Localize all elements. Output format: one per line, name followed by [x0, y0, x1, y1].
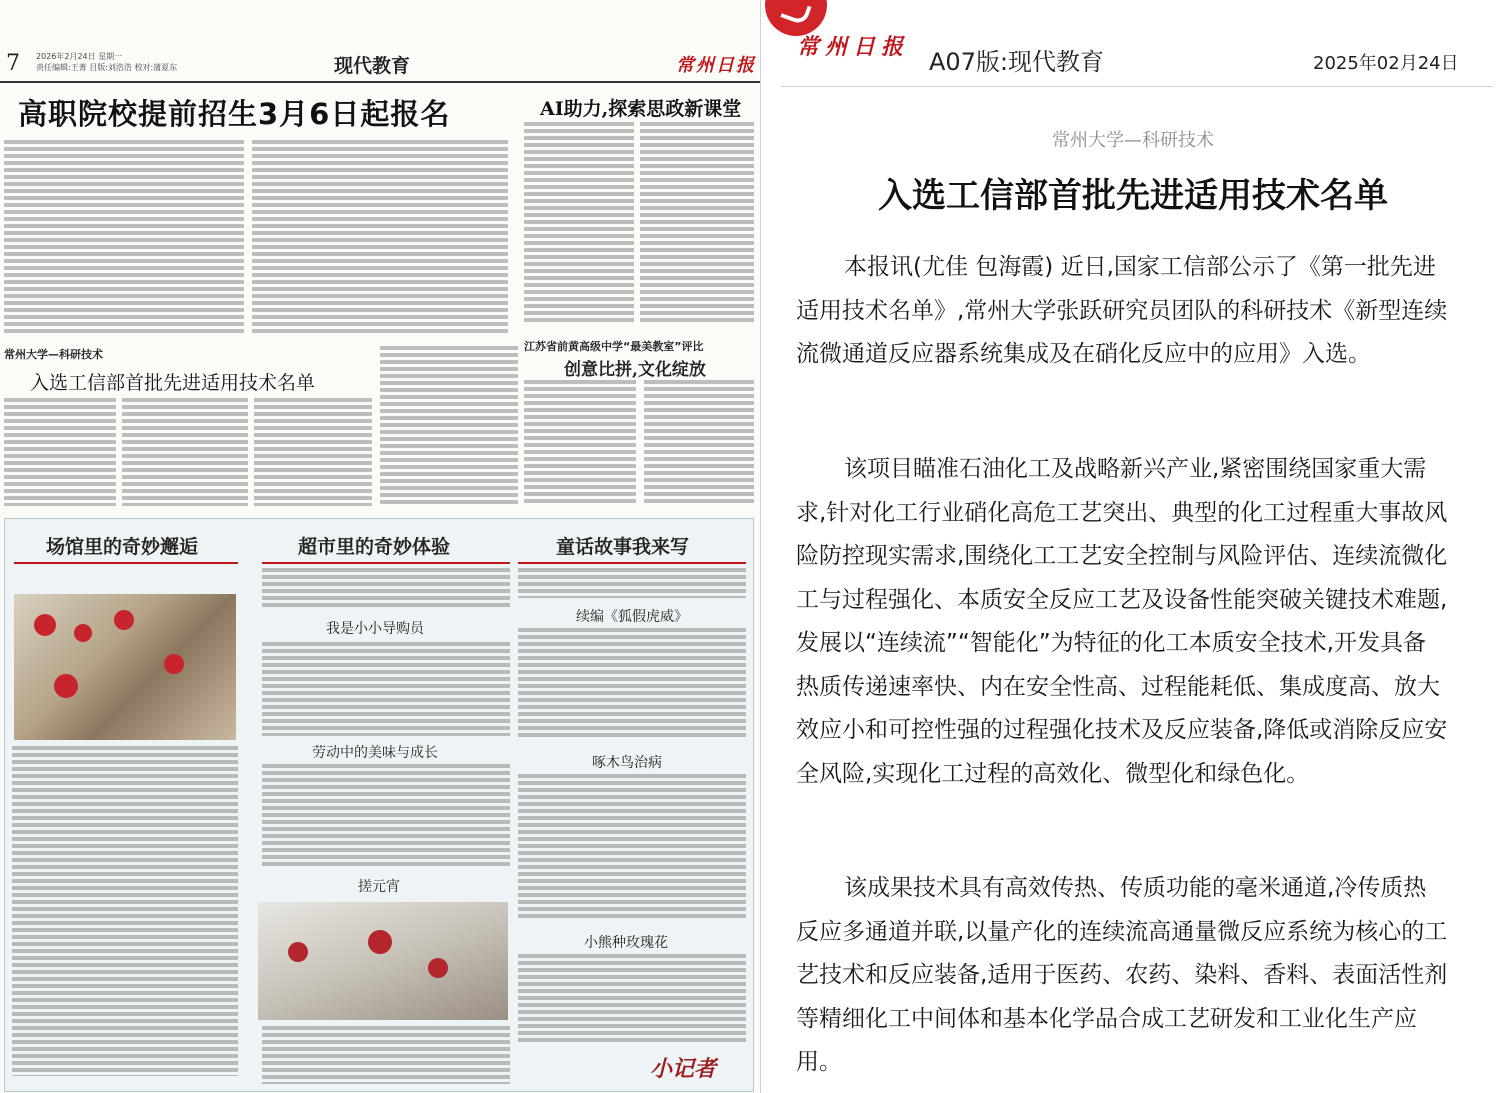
box-subtitle: 劳动中的美味与成长	[312, 745, 438, 761]
article-text-block	[524, 122, 634, 322]
article-text-block	[380, 346, 518, 506]
js-kicker: 江苏省前黄高级中学“最美教室”评比	[524, 340, 704, 353]
article-text-block	[262, 568, 510, 608]
article-text-block	[640, 122, 754, 322]
page-editors: 责任编辑:王菁 目版:刘浩浩 校对:蒲夏东	[36, 63, 178, 72]
lantern-photo	[258, 902, 508, 1020]
ai-headline[interactable]: AI助力,探索思政新课堂	[540, 98, 742, 120]
js-headline[interactable]: 创意比拼,文化绽放	[564, 360, 706, 380]
article-text-block	[122, 398, 248, 506]
header-divider	[781, 86, 1493, 87]
main-headline[interactable]: 高职院校提前招生3月6日起报名	[18, 97, 451, 131]
newspaper-logo-text: 常州日报	[797, 34, 910, 60]
article-text-block	[518, 628, 746, 738]
title-rule	[262, 562, 510, 564]
newspaper-logo: 常州日报	[676, 55, 756, 76]
xiaojizhe-logo: 小记者	[650, 1056, 717, 1082]
article-text-block	[524, 380, 636, 506]
edition-title: A07版:现代教育	[929, 48, 1105, 76]
article-paragraph: 本报讯(尤佳 包海霞) 近日,国家工信部公示了《第一批先进适用技术名单》,常州大学张跃研究员团队的科研技术《新型连续流微通道反应器系统集成及在硝化反应中的应用》入选。	[796, 254, 1448, 367]
title-rule	[14, 562, 238, 564]
title-rule	[518, 562, 746, 564]
article-text-block	[518, 568, 746, 598]
article-text-block	[262, 1026, 510, 1084]
article-text-block	[262, 764, 510, 868]
article-pane	[761, 0, 1507, 1093]
box-title-2[interactable]: 超市里的奇妙体验	[298, 536, 451, 558]
article-headline: 入选工信部首批先进适用技术名单	[878, 176, 1388, 216]
box-subtitle: 小熊种玫瑰花	[584, 935, 668, 951]
box-title-3[interactable]: 童话故事我来写	[556, 536, 690, 558]
box-subtitle: 我是小小导购员	[326, 621, 424, 637]
museum-photo	[14, 594, 236, 740]
article-text-block	[262, 642, 510, 736]
box-subtitle: 搓元宵	[358, 879, 400, 895]
article-text-block	[254, 398, 372, 506]
page-number: 7	[6, 51, 20, 76]
article-text-block	[12, 746, 238, 1076]
newspaper-header	[0, 45, 760, 83]
page-date: 2026年2月24日 星期一	[36, 52, 123, 61]
article-text-block	[518, 774, 746, 918]
box-subtitle: 啄木鸟治病	[592, 755, 662, 771]
page-meta	[36, 51, 177, 73]
left-kicker: 常州大学—科研技术	[4, 348, 103, 361]
box-subtitle: 续编《狐假虎威》	[576, 609, 688, 625]
article-paragraph: 该项目瞄准石油化工及战略新兴产业,紧密围绕国家重大需求,针对化工行业硝化高危工艺突出、典型的化工过程重大事故风险防控现实需求,围绕化工工艺安全控制与风险评估、连续流微化工与过程强化、本质安全反应工艺及设备性能突破关键技术难题,发展以“连续流”“智能化”为特征的化工本质安全技术,开发具备热质传递速率快、内在安全性高、过程能耗低、集成度高、放大效应小和可控性强的过程强化技术及反应装备,降低或消除反应安全风险,实现化工过程的高效化、微型化和绿色化。	[796, 456, 1448, 787]
section-title: 现代教育	[334, 55, 411, 77]
edition-date: 2025年02月24日	[1313, 53, 1459, 74]
article-text-block	[4, 398, 116, 506]
article-text-block	[644, 380, 754, 506]
article-text-block	[518, 954, 746, 1044]
article-paragraph: 该成果技术具有高效传热、传质功能的毫米通道,冷传质热反应多通道并联,以量产化的连续流高通量微反应系统为核心的工艺技术和反应装备,适用于医药、农药、染料、香料、表面活性剂等精细化工中间体和基本化学品合成工艺研发和工业化生产应用。	[796, 875, 1448, 1075]
left-subheadline[interactable]: 入选工信部首批先进适用技术名单	[30, 372, 316, 394]
article-kicker: 常州大学—科研技术	[1052, 130, 1214, 151]
box-title-1[interactable]: 场馆里的奇妙邂逅	[46, 536, 199, 558]
article-text-block	[4, 140, 244, 336]
article-text-block	[252, 140, 508, 336]
